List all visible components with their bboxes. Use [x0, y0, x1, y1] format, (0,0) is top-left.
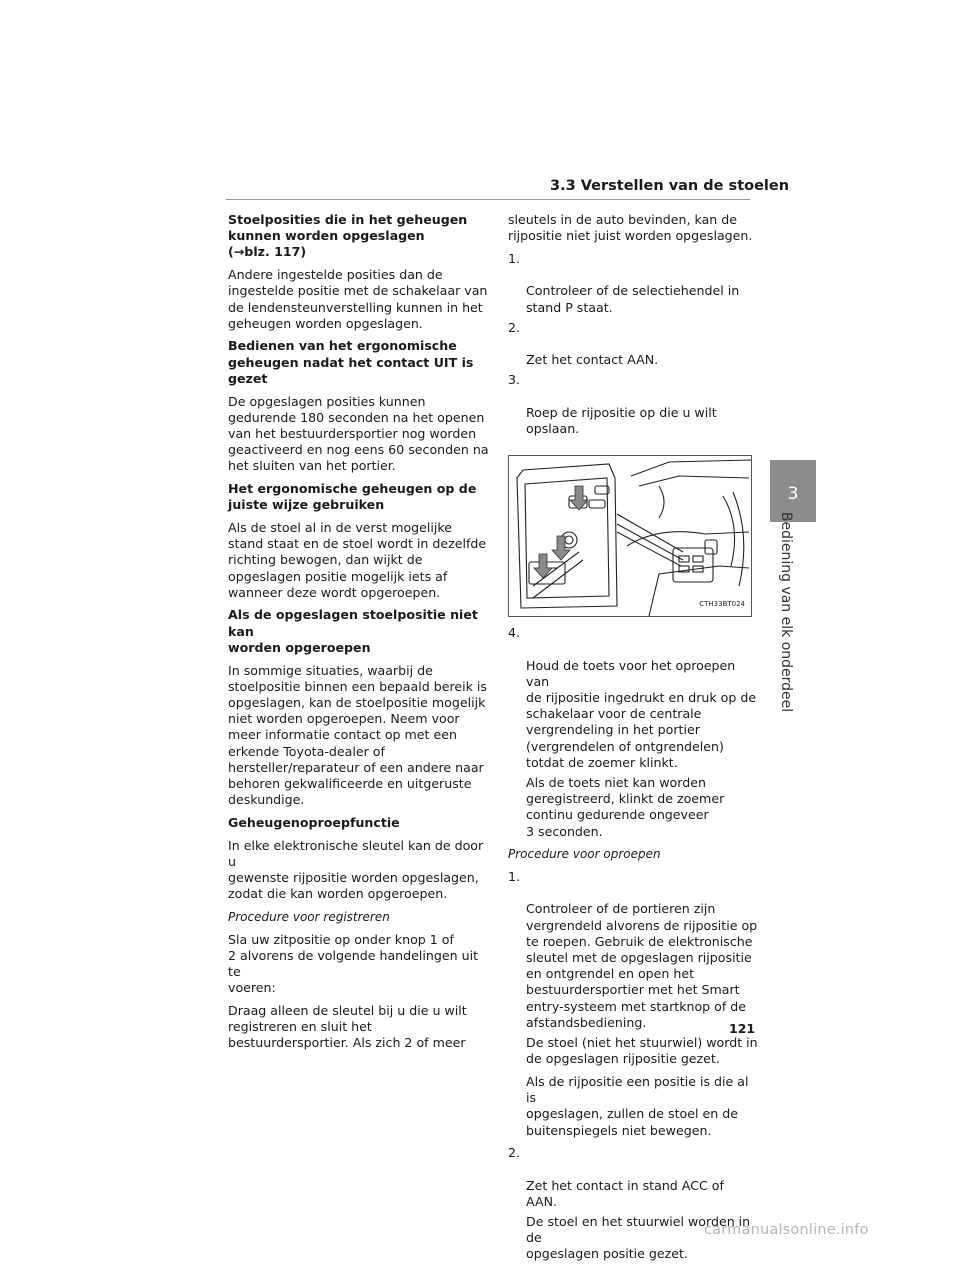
right-column: [508, 212, 758, 1269]
step-3: [508, 372, 758, 437]
page-number: 121: [729, 1021, 756, 1036]
section-header: 3.3 Verstellen van de stoelen: [550, 178, 790, 194]
recall-note-3: De stoel en het stuurwiel worden in de opgeslagen positie gezet.: [526, 1214, 751, 1262]
step-text: Houd de toets voor het oproepen van de rijpositie ingedrukt en druk op de schakelaar voor de centrale vergrendeling in het portier (vergrendelen of ontgrendelen) totdat de zoemer klinkt.: [526, 657, 757, 770]
subheading-register-procedure: Procedure voor registreren: [228, 909, 390, 924]
chapter-title-vertical: Bediening van elk onderdeel: [778, 511, 794, 713]
paragraph-cannot-recall: In sommige situaties, waarbij de stoelpositie binnen een bepaald bereik is opgeslagen, kan de stoelpositie mogelijk niet worden opgeroepen. Neem voor meer informatie contact op met een erkende Toyota-dealer of hersteller/reparateur of een andere naar behoren gekwalificeerde en uitgeruste deskundige.: [228, 662, 487, 808]
door-switch-drawing: [509, 456, 751, 616]
heading-after-off: Bedienen van het ergonomische geheugen nadat het contact UIT is gezet: [228, 338, 474, 386]
step-1: [508, 251, 758, 316]
watermark: carmanualsonline.info: [704, 1222, 869, 1238]
recall-note-1: De stoel (niet het stuurwiel) wordt in de opgeslagen rijpositie gezet.: [526, 1035, 758, 1067]
step-number: 2.: [508, 1145, 521, 1161]
recall-step-1: [508, 869, 758, 1031]
paragraph-continued: sleutels in de auto bevinden, kan de rijpositie niet juist worden opgeslagen.: [508, 212, 753, 244]
step-4-note: Als de toets niet kan worden geregistreerd, klinkt de zoemer continu gedurende ongeveer 3 seconden.: [526, 774, 725, 839]
heading-memory-positions: Stoelposities die in het geheugen kunnen worden opgeslagen (→blz. 117): [228, 212, 468, 260]
paragraph-memory-positions: Andere ingestelde posities dan de ingestelde positie met de schakelaar van de lendensteunverstelling kunnen in het geheugen worden opgeslagen.: [228, 267, 488, 331]
step-text: Controleer of de portieren zijn vergrendeld alvorens de rijpositie op te roepen. Gebruik de elektronische sleutel met de opgeslagen rijpositie en ontgrendel en open het bestuurdersportier met het Smart entry-systeem met startknop of de afstandsbediening.: [526, 901, 758, 1030]
heading-correct-use: Het ergonomische geheugen op de juiste wijze gebruiken: [228, 481, 477, 513]
paragraph-register-2: Draag alleen de sleutel bij u die u wilt registreren en sluit het bestuurdersportier. Als zich 2 of meer: [228, 1002, 467, 1051]
step-text: Controleer of de selectiehendel in stand P staat.: [526, 283, 740, 315]
step-number: 1.: [508, 868, 521, 884]
door-switch-illustration: [508, 455, 752, 617]
step-text: Zet het contact AAN.: [526, 352, 659, 368]
recall-step-2: [508, 1145, 758, 1210]
step-text: Zet het contact in stand ACC of AAN.: [526, 1177, 724, 1209]
paragraph-after-off: De opgeslagen posities kunnen gedurende 180 seconden na het openen van het bestuurdersportier nog worden geactiveerd en nog eens 60 seconden na het sluiten van het portier.: [228, 393, 489, 474]
left-column: [228, 212, 490, 1058]
paragraph-register-1: Sla uw zitpositie op onder knop 1 of 2 alvorens de volgende handelingen uit te voeren:: [228, 931, 479, 996]
step-number: 2.: [508, 319, 521, 335]
figure-code: CTH33BT024: [699, 599, 745, 608]
heading-memory-recall-function: Geheugenoproepfunctie: [228, 814, 400, 830]
step-2: [508, 320, 758, 369]
paragraph-correct-use: Als de stoel al in de verst mogelijke stand staat en de stoel wordt in dezelfde richting bewogen, dan wijkt de opgeslagen positie mogelijk iets af wanneer deze wordt opgeroepen.: [228, 519, 487, 600]
paragraph-memory-recall-function: In elke elektronische sleutel kan de door u gewenste rijpositie worden opgeslagen, zodat die kan worden opgeroepen.: [228, 837, 484, 902]
step-number: 3.: [508, 372, 521, 388]
step-text: Roep de rijpositie op die u wilt opslaan.: [526, 404, 717, 436]
step-number: 4.: [508, 625, 521, 641]
header-divider: [226, 199, 750, 200]
subheading-recall-procedure: Procedure voor oproepen: [508, 847, 661, 862]
step-4: [508, 625, 758, 771]
chapter-number: 3: [787, 484, 799, 504]
recall-note-2: Als de rijpositie een positie is die al is opgeslagen, zullen de stoel en de buitenspiegels niet bewegen.: [526, 1073, 749, 1138]
step-number: 1.: [508, 250, 521, 266]
heading-cannot-recall: Als de opgeslagen stoelpositie niet kan worden opgeroepen: [228, 607, 478, 655]
